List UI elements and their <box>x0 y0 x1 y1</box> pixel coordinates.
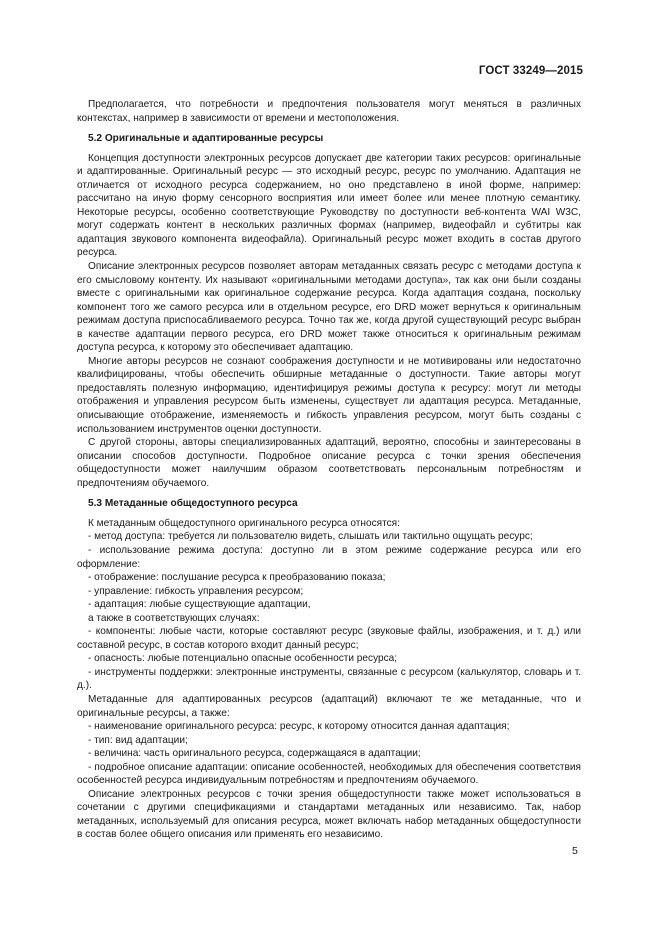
list-item-original-resource-name: - наименование оригинального ресурса: ресурс, к которому относится данная адаптация; <box>88 721 510 733</box>
paragraph-intro: Предполагается, что потребности и предпочтения пользователя могут меняться в различных контекстах, например в зависимости от времени и местоположения. <box>77 99 581 124</box>
list-item-adaptation: - адаптация: любые существующие адаптации, <box>88 599 311 611</box>
list-item-control: - управление: гибкость управления ресурсом; <box>88 585 304 597</box>
list-item-detailed-description: - подробное описание адаптации: описание особенностей, необходимых для обеспечения соответствия особенностей ресурса индивидуальным потребностям и предпочтениям обучаемого. <box>77 761 581 787</box>
section-heading-5-3: 5.3 Метаданные общедоступного ресурса <box>88 498 298 510</box>
page-number: 5 <box>572 845 578 857</box>
paragraph-5-2-4: С другой стороны, авторы специализированных адаптаций, вероятно, способны и заинтересованы в описании способов доступности. Подробное описание ресурса с точки зрения обеспечения общедоступности может наилучшим образом соответствовать персональным потребностям и предпочтениям обучаемого. <box>77 437 581 489</box>
paragraph-also: а также в соответствующих случаях: <box>88 612 260 624</box>
paragraph-5-2-1: Концепция доступности электронных ресурсов допускает две категории таких ресурсов: оригинальные и адаптированные. Оригинальный ресурс — это исходный ресурс, ресурс по умолчанию. Адаптация не отличается от исходного ресурса содержанием, но оно представлено в иной форме, например: рассчитано на иную форму сенсорного восприятия или имеет более или менее плотную семантику. Некоторые ресурсы, особенно соответствующие Руководству по доступности веб-контента WAI W3C, могут содержать контент в нескольких различных формах (например, видеофайл и субтитры как адаптация звукового компонента видеофайла). Оригинальный ресурс может входить в состав другого ресурса. <box>77 152 581 259</box>
list-item-support-tools: - инструменты поддержки: электронные инструменты, связанные с ресурсом (калькулятор, словарь и т. д.). <box>77 666 581 692</box>
list-item-extent: - величина: часть оригинального ресурса, содержащаяся в адаптации; <box>88 748 421 760</box>
paragraph-5-3-1: К метаданным общедоступного оригинального ресурса относятся: <box>88 517 400 529</box>
list-item-hazard: - опасность: любые потенциально опасные особенности ресурса; <box>88 653 398 665</box>
list-item-type: - тип: вид адаптации; <box>88 734 188 746</box>
paragraph-5-2-2: Описание электронных ресурсов позволяет авторам метаданных связать ресурс с методами доступа к его смысловому контенту. Их называют «оригинальными методами доступа», так как они были созданы вместе с оригинальными как оригинальное содержание ресурса. Когда адаптация создана, поскольку компонент того же самого ресурса или в отдельном ресурсе, его DRD может вернуться к оригинальным режимам доступа приспосабливаемого ресурса. Точно так же, когда другой существующий ресурс выбран в качестве адаптации первого ресурса, его DRD может также относиться к оригинальным режимам доступа ресурса, к которому это обеспечивает адаптацию. <box>77 261 581 354</box>
list-item-components: - компоненты: любые части, которые составляют ресурс (звуковые файлы, изображения, и т. д.) или составной ресурс, в состав которого входит данный ресурс; <box>77 626 581 651</box>
paragraph-5-2-3: Многие авторы ресурсов не сознают соображения доступности и не мотивированы или недостаточно квалифицированы, чтобы обеспечить обширные метаданные о доступности. Такие авторы могут предоставлять полезную информацию, идентифицируя режимы доступа к ресурсу: могут ли методы отображения и управления ресурсом быть изменены, существует ли адаптация ресурса. Метаданные, описывающие отображение, изменяемость и гибкость управления ресурсом, могут быть созданы с использованием инструментов оценки доступности. <box>77 355 581 435</box>
paragraph-5-3-2: Метаданные для адаптированных ресурсов (адаптаций) включают те же метаданные, что и оригинальные ресурсы, а также: <box>77 693 581 719</box>
paragraph-5-3-3: Описание электронных ресурсов с точки зрения общедоступности также может использоваться в сочетании с другими спецификациями и стандартами метаданных или независимо. Так, набор метаданных, используемый для описания ресурса, может включать набор метаданных общедоступности в состав более общего описания или применять его независимо. <box>77 788 581 841</box>
list-item-access-mode-use: - использование режима доступа: доступно ли в этом режиме содержание ресурса или его оформление: <box>77 544 581 570</box>
page-content <box>77 98 581 842</box>
section-heading-5-2: 5.2 Оригинальные и адаптированные ресурсы <box>88 133 324 145</box>
list-item-access-method: - метод доступа: требуется ли пользователю видеть, слышать или тактильно ощущать ресурс; <box>88 531 533 543</box>
list-item-display: - отображение: послушание ресурса к преобразованию показа; <box>88 572 386 584</box>
standard-designation: ГОСТ 33249—2015 <box>478 65 583 77</box>
